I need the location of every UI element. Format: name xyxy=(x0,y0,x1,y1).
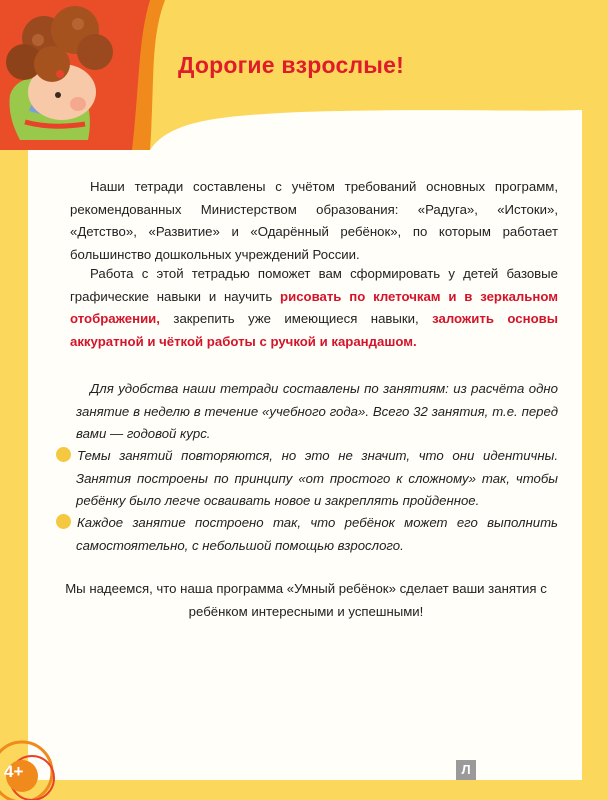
page-title: Дорогие взрослые! xyxy=(178,52,404,78)
age-badge-swirl xyxy=(0,720,70,800)
highlight-drawing-skills: рисовать по клеточкам и в зеркальном отображении, xyxy=(70,288,558,326)
independence-paragraph xyxy=(76,512,558,557)
topics-text: Темы занятий повторяются, но это не значит, что они идентичны. Занятия построены по принципу «от простого к сложному» так, чтобы ребёнку было легче осваивать новое и закреплять пройденное. xyxy=(76,448,558,508)
watermark-logo-icon: Л xyxy=(456,760,476,780)
bullet-dot-icon xyxy=(56,514,71,529)
skills-text-a: Работа с этой тетрадью поможет вам сформировать у детей базовые графические навыки и научить xyxy=(70,266,558,304)
skills-paragraph xyxy=(70,263,558,353)
frame-bottom xyxy=(0,780,608,800)
lessons-paragraph: Для удобства наши тетради составлены по занятиям: из расчёта одно занятие в неделю в течение «учебного года». Всего 32 занятия, т.е. перед вами — годовой курс. xyxy=(76,381,558,441)
bullet-dot-icon xyxy=(56,447,71,462)
age-badge: 4+ xyxy=(4,762,24,781)
skills-text-b: закрепить уже имеющиеся навыки, xyxy=(159,311,433,326)
independence-text: Каждое занятие построено так, что ребёнок может его выполнить самостоятельно, с небольшой помощью взрослого. xyxy=(76,515,558,553)
highlight-pencil-skills: заложить основы аккуратной и чёткой работы с ручкой и карандашом. xyxy=(70,311,558,349)
topics-paragraph xyxy=(76,445,558,513)
closing-paragraph: Мы надеемся, что наша программа «Умный ребёнок» сделает ваши занятия с ребёнком интересными и успешными! xyxy=(65,581,547,619)
intro-paragraph: Наши тетради составлены с учётом требований основных программ, рекомендованных Министерством образования: «Радуга», «Истоки», «Детство», «Развитие» и «Одарённый ребёнок», по которым работает большинство дошкольных учреждений России. xyxy=(70,179,558,262)
watermark xyxy=(456,760,481,780)
